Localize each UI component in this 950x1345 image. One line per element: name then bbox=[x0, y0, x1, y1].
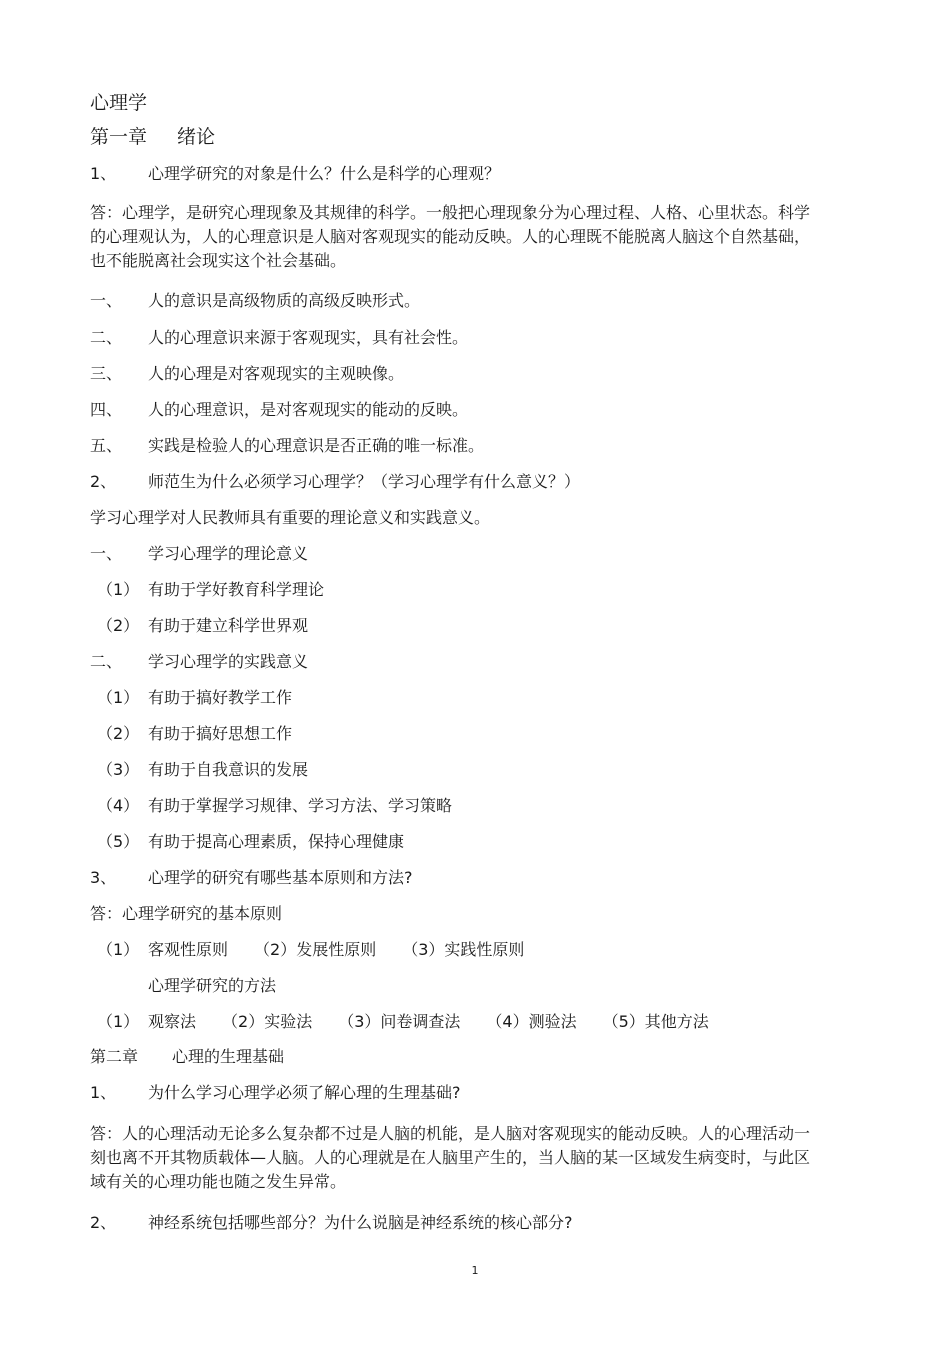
method-item: （3）问卷调查法 bbox=[338, 1012, 461, 1031]
chapter-1-heading bbox=[90, 124, 215, 150]
theory-item-2-number: （2） bbox=[97, 616, 140, 635]
practice-item-3-text: 有助于自我意识的发展 bbox=[148, 760, 309, 779]
chapter-2-name: 心理的生理基础 bbox=[172, 1047, 285, 1066]
practice-item-2-number: （2） bbox=[97, 724, 140, 743]
chapter-2-answer-1-paragraph: 答：人的心理活动无论多么复杂都不过是人脑的机能，是人脑对客观现实的能动反映。人的心理活动一刻也离不开其物质载体—人脑。人的心理就是在人脑里产生的，当人脑的某一区域发生病变时，与此区域有关的心理功能也随之发生异常。 bbox=[90, 1124, 811, 1191]
answer-3-intro: 答：心理学研究的基本原则 bbox=[90, 904, 283, 923]
chapter-2-question-2-text: 神经系统包括哪些部分？为什么说脑是神经系统的核心部分? bbox=[148, 1213, 573, 1232]
practice-item-1-number: （1） bbox=[97, 688, 140, 707]
methods-heading: 心理学研究的方法 bbox=[148, 976, 277, 995]
methods-number: （1） bbox=[97, 1012, 140, 1031]
question-3-text: 心理学的研究有哪些基本原则和方法? bbox=[148, 868, 413, 887]
answer-2-intro: 学习心理学对人民教师具有重要的理论意义和实践意义。 bbox=[90, 508, 491, 527]
method-item: （5）其他方法 bbox=[602, 1012, 709, 1031]
practice-item-2-text: 有助于搞好思想工作 bbox=[148, 724, 293, 743]
question-2-number: 2、 bbox=[90, 472, 117, 491]
practice-item-5-text: 有助于提高心理素质，保持心理健康 bbox=[148, 832, 405, 851]
point-5-text: 实践是检验人的心理意识是否正确的唯一标准。 bbox=[148, 436, 485, 455]
question-1-text: 心理学研究的对象是什么？什么是科学的心理观？ bbox=[148, 164, 501, 183]
methods-list bbox=[148, 1011, 735, 1033]
theory-item-1-text: 有助于学好教育科学理论 bbox=[148, 580, 325, 599]
point-4-number: 四、 bbox=[90, 400, 123, 419]
practice-item-4-text: 有助于掌握学习规律、学习方法、学习策略 bbox=[148, 796, 453, 815]
chapter-2-question-1-text: 为什么学习心理学必须了解心理的生理基础? bbox=[148, 1083, 461, 1102]
point-3-number: 三、 bbox=[90, 364, 123, 383]
practice-item-3-number: （3） bbox=[97, 760, 140, 779]
answer-1-paragraph: 答：心理学，是研究心理现象及其规律的科学。一般把心理现象分为心理过程、人格、心里状态。科学的心理观认为，人的心理意识是人脑对客观现实的能动反映。人的心理既不能脱离人脑这个自然基础，也不能脱离社会现实这个社会基础。 bbox=[90, 203, 811, 270]
theory-heading-text: 学习心理学的理论意义 bbox=[148, 544, 309, 563]
practice-heading-text: 学习心理学的实践意义 bbox=[148, 652, 309, 671]
practice-item-5-number: （5） bbox=[97, 832, 140, 851]
point-2-text: 人的心理意识来源于客观现实，具有社会性。 bbox=[148, 328, 469, 347]
question-1-number: 1、 bbox=[90, 164, 117, 183]
principle-item: （3）实践性原则 bbox=[402, 940, 525, 959]
method-item: （2）实验法 bbox=[222, 1012, 313, 1031]
point-1-number: 一、 bbox=[90, 291, 123, 310]
point-1-text: 人的意识是高级物质的高级反映形式。 bbox=[148, 291, 421, 310]
principle-item: （2）发展性原则 bbox=[254, 940, 377, 959]
principles-list bbox=[148, 939, 550, 961]
chapter-1-name: 绪论 bbox=[177, 126, 216, 148]
practice-item-1-text: 有助于搞好教学工作 bbox=[148, 688, 293, 707]
document-title: 心理学 bbox=[90, 92, 148, 114]
chapter-2-heading bbox=[90, 1046, 284, 1068]
question-2-text: 师范生为什么必须学习心理学？（学习心理学有什么意义？） bbox=[148, 472, 581, 491]
method-item: （4）测验法 bbox=[486, 1012, 577, 1031]
chapter-2-label: 第二章 bbox=[90, 1047, 139, 1066]
question-3-number: 3、 bbox=[90, 868, 117, 887]
point-5-number: 五、 bbox=[90, 436, 123, 455]
point-3-text: 人的心理是对客观现实的主观映像。 bbox=[148, 364, 405, 383]
chapter-2-question-1-number: 1、 bbox=[90, 1083, 117, 1102]
practice-heading-number: 二、 bbox=[90, 652, 123, 671]
principle-item: 客观性原则 bbox=[148, 940, 229, 959]
page-number: 1 bbox=[471, 1264, 479, 1277]
theory-item-1-number: （1） bbox=[97, 580, 140, 599]
chapter-1-label: 第一章 bbox=[90, 126, 148, 148]
practice-item-4-number: （4） bbox=[97, 796, 140, 815]
theory-heading-number: 一、 bbox=[90, 544, 123, 563]
point-2-number: 二、 bbox=[90, 328, 123, 347]
theory-item-2-text: 有助于建立科学世界观 bbox=[148, 616, 309, 635]
point-4-text: 人的心理意识，是对客观现实的能动的反映。 bbox=[148, 400, 469, 419]
principles-number: （1） bbox=[97, 940, 140, 959]
chapter-2-question-2-number: 2、 bbox=[90, 1213, 117, 1232]
method-item: 观察法 bbox=[148, 1012, 197, 1031]
